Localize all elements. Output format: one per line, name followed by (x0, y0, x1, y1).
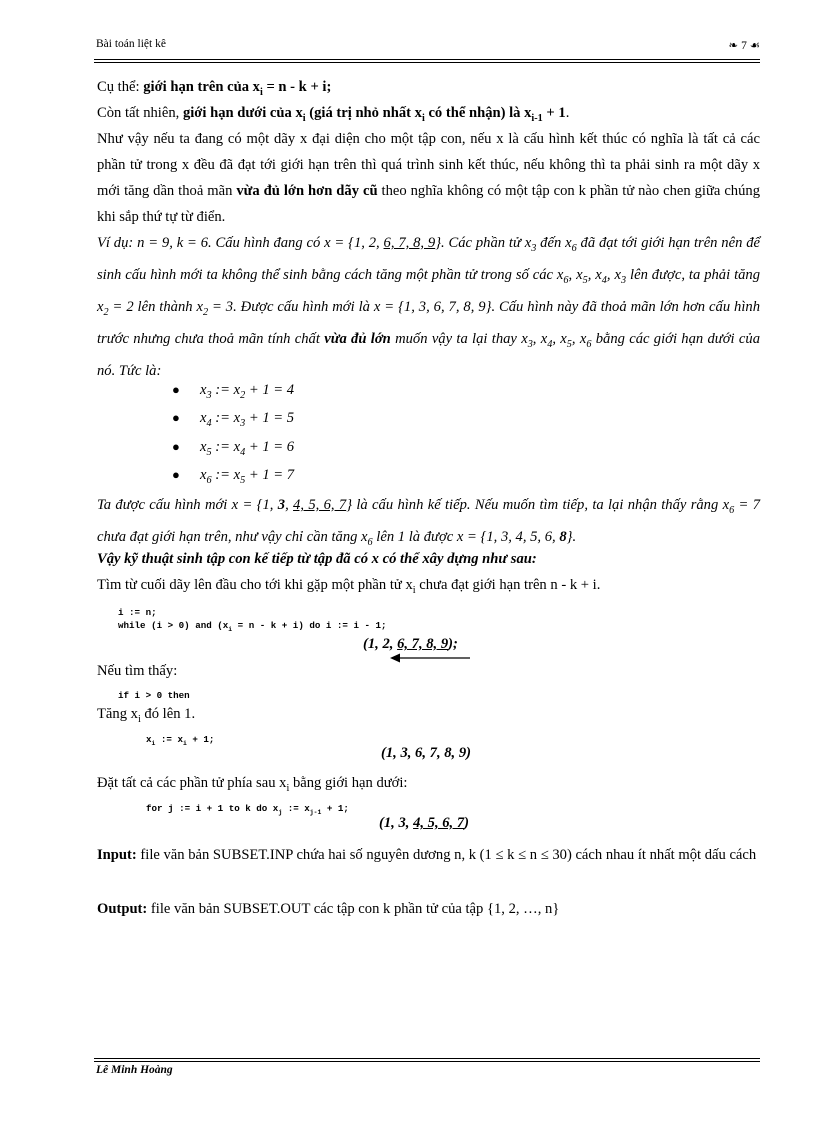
example-text: , x (587, 266, 602, 283)
sub: 5 (566, 338, 572, 350)
code-line: for j := i + 1 to k do x (146, 803, 279, 814)
result-bold: 3 (277, 497, 286, 513)
sub: 6 (367, 536, 373, 548)
example-text: = 2 lên thành x (108, 298, 203, 315)
bullet-text: x (200, 410, 207, 426)
sub: 6 (563, 274, 569, 286)
bullet-icon: ● (172, 382, 180, 397)
result-bold: 8 (559, 528, 567, 545)
set-line (97, 770, 760, 802)
example-text: đã đạt tới giới hạn trên nên để sinh cấu hình mới ta không thể sinh bằng cách tăng một phần tử trong số các x (97, 235, 760, 283)
sub-i: i (412, 584, 416, 596)
sub: 3 (527, 338, 533, 350)
result-text: , (285, 497, 294, 513)
code-block-search (118, 606, 387, 636)
bullet-text: := x (211, 439, 241, 455)
output-label: Output: (97, 901, 148, 917)
bullet-icon: ● (172, 439, 180, 454)
sub: 2 (240, 389, 246, 401)
result-text: }. (566, 528, 577, 545)
seq-text: (1, 2, (363, 636, 398, 652)
sequence-1 (363, 636, 458, 653)
sub-i: i (286, 782, 290, 794)
output-text: file văn bản SUBSET.OUT các tập con k phần tử của tập {1, 2, …, n} (147, 901, 560, 917)
footer-rule (94, 1058, 760, 1062)
bullet-text: + 1 = 4 (245, 382, 295, 398)
lower-bound-part: (giá trị nhỏ nhất x (305, 105, 422, 121)
page-number (729, 38, 760, 52)
sub: 4 (240, 446, 246, 458)
example-text: Ví dụ: n = 9, k = 6. Cấu hình đang có x = {1, 2, (97, 235, 384, 251)
paragraph-explanation (97, 126, 760, 230)
code-block-for (146, 802, 349, 819)
sequence-3 (379, 815, 469, 832)
sub: 6 (571, 242, 577, 254)
increment-text: Tăng x (97, 706, 138, 722)
find-line (97, 572, 760, 604)
explanation-bold: vừa đủ lớn hơn dãy cũ (236, 183, 378, 199)
example-text: muốn vậy ta lại thay x (390, 330, 528, 347)
ornament-right-icon: ☙ (749, 40, 760, 52)
code-line: := x (282, 803, 310, 814)
code-line: i := n; (118, 607, 157, 618)
example-paragraph (97, 230, 760, 384)
code-block-increment (146, 733, 214, 750)
sub: 2 (103, 306, 109, 318)
sequence-2: (1, 3, 6, 7, 8, 9) (381, 745, 471, 761)
sub: 2 (202, 306, 209, 318)
page-number-value: 7 (741, 40, 747, 52)
sub: 5 (240, 474, 246, 486)
result-text: Ta được cấu hình mới x = {1, (97, 497, 278, 513)
sub: 4 (547, 338, 553, 350)
sub: 3 (240, 417, 246, 429)
sub: 3 (620, 274, 627, 286)
ornament-left-icon: ❧ (728, 40, 739, 52)
example-text: , x (571, 330, 587, 347)
upper-bound-bold: giới hạn trên của x (143, 79, 260, 95)
explanation-end: theo nghĩa không có một tập con k phần tử nào chen giữa chúng khi sắp thứ tự từ điển. (97, 183, 760, 225)
code-line: + 1; (321, 803, 349, 814)
sub-j-minus-1: j-1 (309, 808, 322, 816)
result-text: lên 1 là được x = {1, 3, 4, 5, 6, (372, 528, 560, 545)
find-text: chưa đạt giới hạn trên n - k + i. (415, 577, 601, 593)
example-text: , x (568, 266, 583, 283)
sub-i: i (151, 739, 156, 747)
example-text: , x (552, 330, 567, 347)
bullet-text: := x (211, 467, 241, 483)
upper-bound-formula: = n - k + i; (262, 79, 332, 95)
seq-text: ) (464, 815, 470, 831)
bullet-text: + 1 = 6 (245, 439, 295, 455)
set-text: bằng giới hạn dưới: (289, 775, 408, 791)
code-line: x (146, 734, 152, 745)
bullet-text: := x (211, 410, 241, 426)
set-text: Đặt tất cả các phần tử phía sau x (97, 775, 287, 791)
explanation-text: Như vậy nếu ta đang có một dãy x đại diện cho một tập con, nếu x là cấu hình kết thúc có nghĩa là tất cả các phần tử trong x đều đã đạt tới giới hạn trên thì quá trình sinh kết thúc, nếu không thì ta phải sinh ra một dãy x mới tăng dần thoả mãn (97, 131, 760, 199)
lower-bound-part: + 1 (542, 105, 566, 121)
lower-bound-bold: giới hạn dưới của x (182, 105, 303, 121)
code-line: while (i > 0) and (x (118, 620, 229, 631)
output-spec (97, 896, 760, 922)
find-text: Tìm từ cuối dãy lên đầu cho tới khi gặp một phần tử x (97, 577, 413, 593)
sub-i: i (302, 112, 306, 124)
sub-i: i (137, 713, 141, 725)
sub-i: i (259, 86, 263, 98)
footer-author: Lê Minh Hoàng (96, 1064, 173, 1076)
found-line: Nếu tìm thấy: (97, 663, 178, 679)
example-text: đến x (536, 235, 572, 251)
increment-line (97, 701, 760, 733)
sub: 5 (206, 446, 212, 458)
bullet-text: := x (211, 382, 241, 398)
sub: 6 (206, 474, 212, 486)
example-text: , x (532, 330, 548, 347)
period: . (565, 105, 570, 121)
sub-i: i (421, 112, 425, 124)
bullet-icon: ● (172, 467, 180, 482)
input-label: Input: (97, 847, 137, 863)
seq-text: ); (448, 636, 458, 652)
example-underlined: 6, 7, 8, 9 (383, 235, 436, 251)
bullet-icon: ● (172, 410, 180, 425)
sub: 4 (601, 274, 607, 286)
lower-bound-intro: Còn tất nhiên, (97, 105, 183, 121)
sub: 5 (582, 274, 588, 286)
example-text: }. Các phần tử x (435, 235, 532, 251)
header-rule (94, 59, 760, 63)
technique-heading: Vậy kỹ thuật sinh tập con kế tiếp từ tập đã có x có thể xây dựng như sau: (97, 551, 537, 567)
code-line: + 1; (186, 734, 215, 745)
increment-text: đó lên 1. (140, 706, 196, 722)
example-text: bằng các giới hạn dưới của nó. Tức là: (97, 330, 760, 379)
header-title: Bài toán liệt kê (96, 38, 166, 50)
sub: 6 (586, 338, 592, 350)
sub: 6 (729, 504, 735, 516)
lower-bound-part: có thể nhận) là x (424, 105, 532, 121)
input-text: file văn bản SUBSET.INP chứa hai số nguyên dương n, k (1 ≤ k ≤ n ≤ 30) cách nhau ít nhất một dấu cách (136, 847, 757, 863)
example-text: = 3. Được cấu hình mới là x = {1, 3, 6, 7, 8, 9}. Cấu hình này đã thoả mãn lớn hơn cấu hình trước nhưng chưa thoả mãn tính chất (97, 298, 760, 347)
example-bold: vừa đủ lớn (324, 330, 391, 347)
bullet-text: x (200, 439, 207, 455)
result-text: } là cấu hình kế tiếp. Nếu muốn tìm tiếp, ta lại nhận thấy rằng x (346, 497, 730, 513)
seq-underlined: 6, 7, 8, 9 (397, 636, 449, 652)
sub-i-minus-1: i-1 (531, 112, 543, 124)
upper-bound-intro: Cụ thể: (97, 79, 144, 95)
sub-i: i (182, 739, 187, 747)
bullet-text: x (200, 467, 207, 483)
seq-text: (1, 3, (379, 815, 414, 831)
sub: 3 (206, 389, 212, 401)
input-spec (97, 842, 760, 868)
sub-i: i (228, 625, 233, 633)
example-text: lên được, ta phải tăng x (97, 266, 761, 315)
bullet-text: + 1 = 5 (245, 410, 295, 426)
code-line: = n - k + i) do i := i - 1; (232, 620, 387, 631)
result-text: = 7 chưa đạt giới hạn trên, như vậy chỉ cần tăng x (97, 497, 761, 545)
sub-j: j (278, 808, 283, 816)
seq-underlined: 4, 5, 6, 7 (413, 815, 465, 831)
bullet-text: x (200, 382, 207, 398)
code-block-if: if i > 0 then (118, 690, 190, 701)
sub: 4 (206, 417, 212, 429)
sub: 3 (531, 242, 537, 254)
example-text: , x (606, 266, 621, 283)
result-underlined: 4, 5, 6, 7 (293, 497, 347, 513)
bullet-text: + 1 = 7 (245, 467, 295, 483)
code-line: := x (155, 734, 183, 745)
